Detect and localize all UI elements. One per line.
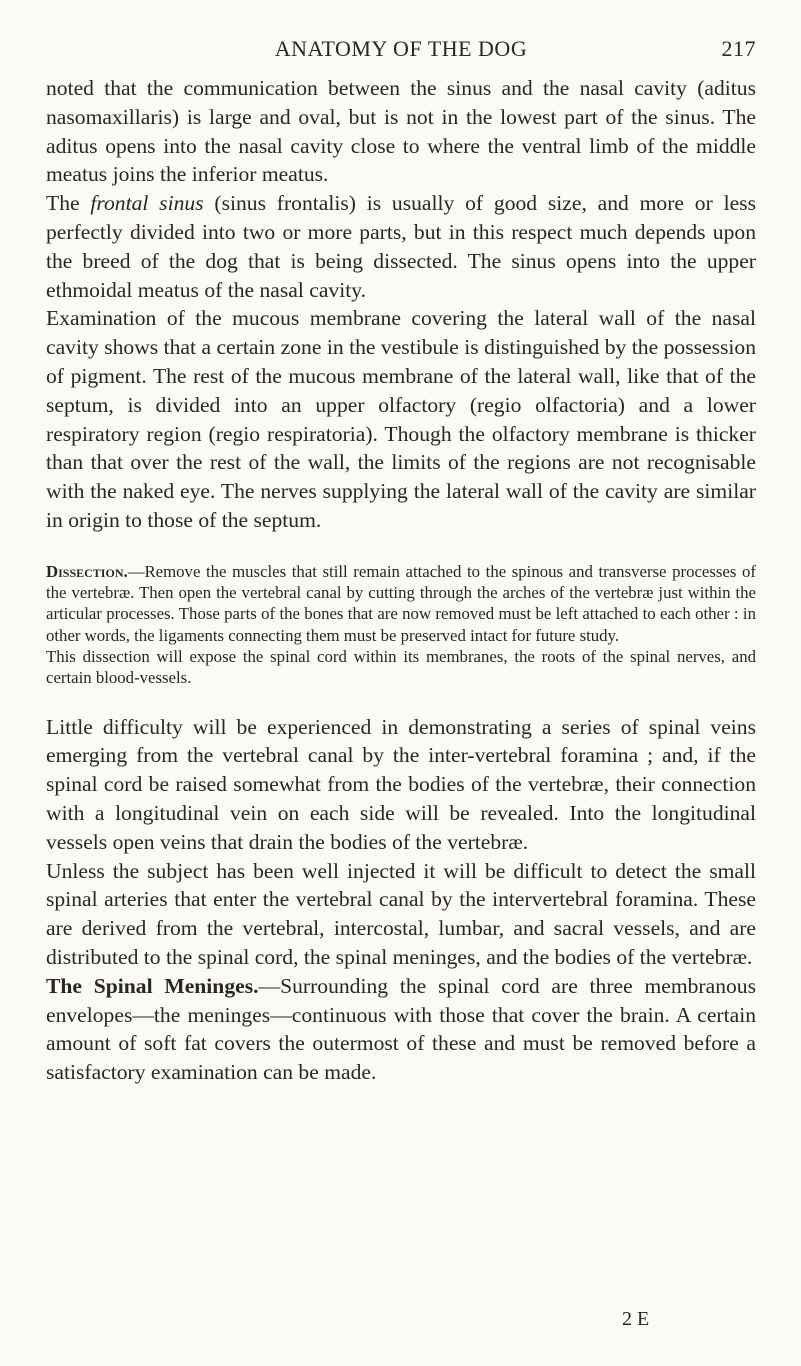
page-title: ANATOMY OF THE DOG xyxy=(274,36,528,61)
paragraph-3: Examination of the mucous membrane covering the lateral wall of the nasal cavity shows that a certain zone in the vestibule is distinguished by the possession of pigment. The rest of the mucous membrane of the lateral wall, like that of the septum, is divided into an upper olfactory (regio olfactoria) and a lower respiratory region (regio respiratoria). Though the olfactory membrane is thicker than that over the rest of the wall, the limits of the regions are not recognisable with the naked eye. The nerves supplying the lateral wall of the cavity are similar in origin to those of the septum. xyxy=(46,306,756,532)
paragraph-1: noted that the communication between the sinus and the nasal cavity (aditus nasomaxillaris) is large and oval, but is not in the lowest part of the sinus. The aditus opens into the nasal cavity close to where the ventral limb of the middle meatus joins the inferior meatus. xyxy=(46,76,756,187)
dissection-paragraph xyxy=(46,561,756,646)
term-frontal-sinus: frontal sinus xyxy=(90,191,204,216)
paragraph-2-rest: (sinus frontalis) is usually of good size, and more or less perfectly divided into two or more parts, but in this respect much depends upon the breed of the dog that is being dissected. The sinus opens into the upper ethmoidal meatus of the nasal cavity. xyxy=(46,191,756,302)
signature-mark: 2 E xyxy=(622,1308,650,1330)
dissection-text: —Remove the muscles that still remain attached to the spinous and transverse processes of the vertebræ. Then open the vertebral canal by cutting through the arches of the vertebræ just within the articular processes. Those parts of the bones that are now removed must be left attached to each other : in other words, the ligaments connecting them must be preserved intact for future study. xyxy=(46,561,756,645)
paragraph-6 xyxy=(46,972,756,1087)
paragraph-4: Little difficulty will be experienced in demonstrating a series of spinal veins emerging from the vertebral canal by the inter-vertebral foramina ; and, if the spinal cord be raised somewhat from the bodies of the vertebræ, their connection with a longitudinal vein on each side will be revealed. Into the longitudinal vessels open veins that drain the bodies of the vertebræ. xyxy=(46,714,756,854)
spinal-meninges-heading: The Spinal Meninges. xyxy=(46,973,259,998)
paragraph-2-lead: The xyxy=(46,191,91,216)
paragraph-2 xyxy=(46,189,756,304)
dissection-paragraph-2: This dissection will expose the spinal cord within its membranes, the roots of the spinal nerves, and certain blood-vessels. xyxy=(46,646,756,688)
running-head xyxy=(46,36,756,74)
paragraph-6-rest: —Surrounding the spinal cord are three membranous envelopes—the meninges—continuous with those that cover the brain. A certain amount of soft fat covers the outermost of these and must be removed before a satisfactory examination can be made. xyxy=(46,973,756,1085)
paragraph-5: Unless the subject has been well injected it will be difficult to detect the small spinal arteries that enter the vertebral canal by the intervertebral foramina. These are derived from the vertebral, intercostal, lumbar, and sacral vessels, and are distributed to the spinal cord, the spinal meninges, and the bodies of the vertebræ. xyxy=(46,858,756,969)
dissection-heading: Dissection. xyxy=(46,561,128,581)
page xyxy=(46,36,756,1087)
dissection-note xyxy=(46,561,756,689)
page-number: 217 xyxy=(721,36,756,61)
